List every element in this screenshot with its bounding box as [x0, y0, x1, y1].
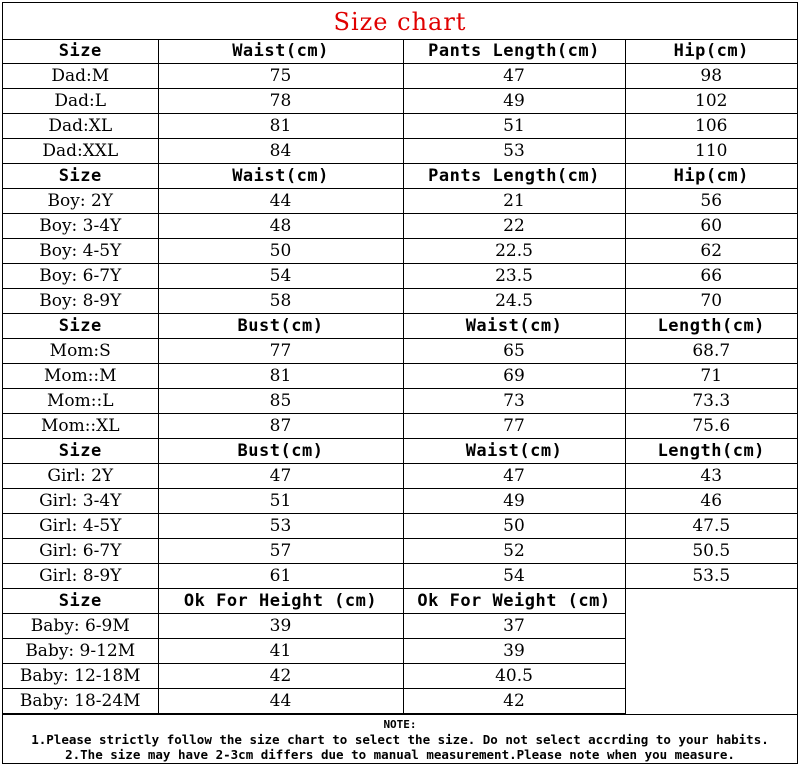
header-cell: Hip(cm): [625, 39, 797, 64]
header-cell: Ok For Height (cm): [158, 589, 403, 614]
measurement-cell: 78: [158, 89, 403, 114]
measurement-cell: 22.5: [403, 239, 625, 264]
size-label-cell: Dad:XL: [3, 114, 158, 139]
header-cell: Size: [3, 589, 158, 614]
measurement-cell: 50.5: [625, 539, 797, 564]
measurement-cell: 39: [403, 639, 625, 664]
size-label-cell: Baby: 12-18M: [3, 664, 158, 689]
measurement-cell: 65: [403, 339, 625, 364]
header-cell: Waist(cm): [403, 439, 625, 464]
measurement-cell: 61: [158, 564, 403, 589]
size-label-cell: Mom::M: [3, 364, 158, 389]
measurement-cell: 106: [625, 114, 797, 139]
measurement-cell: 48: [158, 214, 403, 239]
measurement-cell: 69: [403, 364, 625, 389]
measurement-cell: 60: [625, 214, 797, 239]
measurement-cell: 75: [158, 64, 403, 89]
size-label-cell: Girl: 2Y: [3, 464, 158, 489]
empty-cell: [625, 639, 797, 664]
header-cell: Bust(cm): [158, 439, 403, 464]
header-cell: Size: [3, 164, 158, 189]
measurement-cell: 110: [625, 139, 797, 164]
empty-cell: [625, 614, 797, 639]
measurement-cell: 75.6: [625, 414, 797, 439]
table-row: [3, 364, 797, 389]
header-cell: Waist(cm): [403, 314, 625, 339]
header-cell: Size: [3, 314, 158, 339]
table-row: [3, 614, 797, 639]
measurement-cell: 54: [158, 264, 403, 289]
table-row: [3, 539, 797, 564]
table-row: [3, 214, 797, 239]
note-label: NOTE:: [383, 718, 417, 731]
measurement-cell: 43: [625, 464, 797, 489]
measurement-cell: 81: [158, 114, 403, 139]
table-row: [3, 289, 797, 314]
size-label-cell: Dad:L: [3, 89, 158, 114]
table-row: [3, 689, 797, 714]
table-row: [3, 514, 797, 539]
measurement-cell: 56: [625, 189, 797, 214]
note-box: [3, 714, 797, 764]
table-row: [3, 639, 797, 664]
measurement-cell: 51: [403, 114, 625, 139]
header-cell: Length(cm): [625, 314, 797, 339]
table-row: [3, 464, 797, 489]
measurement-cell: 49: [403, 89, 625, 114]
section-header-row: [3, 314, 797, 339]
size-label-cell: Girl: 4-5Y: [3, 514, 158, 539]
note-line: 1.Please strictly follow the size chart to select the size. Do not select accrding to your habits.: [31, 732, 769, 747]
measurement-cell: 58: [158, 289, 403, 314]
measurement-cell: 53: [403, 139, 625, 164]
header-cell: Pants Length(cm): [403, 164, 625, 189]
table-row: [3, 664, 797, 689]
measurement-cell: 41: [158, 639, 403, 664]
header-cell: Waist(cm): [158, 39, 403, 64]
section-header-row: [3, 439, 797, 464]
table-row: [3, 489, 797, 514]
measurement-cell: 62: [625, 239, 797, 264]
size-label-cell: Dad:M: [3, 64, 158, 89]
size-label-cell: Mom::XL: [3, 414, 158, 439]
size-label-cell: Boy: 2Y: [3, 189, 158, 214]
size-label-cell: Baby: 9-12M: [3, 639, 158, 664]
size-label-cell: Dad:XXL: [3, 139, 158, 164]
measurement-cell: 46: [625, 489, 797, 514]
chart-title: Size chart: [3, 3, 797, 40]
measurement-cell: 51: [158, 489, 403, 514]
table-row: [3, 114, 797, 139]
size-label-cell: Boy: 4-5Y: [3, 239, 158, 264]
measurement-cell: 71: [625, 364, 797, 389]
measurement-cell: 57: [158, 539, 403, 564]
table-row: [3, 189, 797, 214]
measurement-cell: 49: [403, 489, 625, 514]
measurement-cell: 52: [403, 539, 625, 564]
empty-cell: [625, 664, 797, 689]
measurement-cell: 68.7: [625, 339, 797, 364]
measurement-cell: 77: [403, 414, 625, 439]
header-cell: Pants Length(cm): [403, 39, 625, 64]
measurement-cell: 37: [403, 614, 625, 639]
measurement-cell: 50: [403, 514, 625, 539]
measurement-cell: 70: [625, 289, 797, 314]
size-label-cell: Girl: 8-9Y: [3, 564, 158, 589]
empty-cell: [625, 589, 797, 614]
size-chart-sheet: [2, 2, 798, 764]
section-header-row: [3, 39, 797, 64]
header-cell: Waist(cm): [158, 164, 403, 189]
size-label-cell: Mom::L: [3, 389, 158, 414]
measurement-cell: 53.5: [625, 564, 797, 589]
measurement-cell: 42: [403, 689, 625, 714]
measurement-cell: 40.5: [403, 664, 625, 689]
table-row: [3, 239, 797, 264]
measurement-cell: 47: [158, 464, 403, 489]
size-label-cell: Boy: 3-4Y: [3, 214, 158, 239]
size-label-cell: Boy: 6-7Y: [3, 264, 158, 289]
measurement-cell: 22: [403, 214, 625, 239]
measurement-cell: 47: [403, 464, 625, 489]
table-row: [3, 89, 797, 114]
measurement-cell: 98: [625, 64, 797, 89]
size-label-cell: Boy: 8-9Y: [3, 289, 158, 314]
measurement-cell: 44: [158, 689, 403, 714]
header-cell: Ok For Weight (cm): [403, 589, 625, 614]
header-cell: Size: [3, 439, 158, 464]
size-label-cell: Girl: 6-7Y: [3, 539, 158, 564]
measurement-cell: 47.5: [625, 514, 797, 539]
table-row: [3, 64, 797, 89]
measurement-cell: 39: [158, 614, 403, 639]
measurement-cell: 54: [403, 564, 625, 589]
measurement-cell: 42: [158, 664, 403, 689]
measurement-cell: 21: [403, 189, 625, 214]
header-cell: Hip(cm): [625, 164, 797, 189]
measurement-cell: 81: [158, 364, 403, 389]
table-row: [3, 564, 797, 589]
section-header-row: [3, 164, 797, 189]
empty-cell: [625, 689, 797, 714]
measurement-cell: 73.3: [625, 389, 797, 414]
measurement-cell: 87: [158, 414, 403, 439]
header-cell: Length(cm): [625, 439, 797, 464]
size-table: [3, 39, 797, 714]
measurement-cell: 85: [158, 389, 403, 414]
measurement-cell: 73: [403, 389, 625, 414]
size-label-cell: Mom:S: [3, 339, 158, 364]
table-row: [3, 339, 797, 364]
measurement-cell: 23.5: [403, 264, 625, 289]
size-label-cell: Baby: 6-9M: [3, 614, 158, 639]
measurement-cell: 77: [158, 339, 403, 364]
measurement-cell: 47: [403, 64, 625, 89]
measurement-cell: 102: [625, 89, 797, 114]
table-row: [3, 389, 797, 414]
table-row: [3, 264, 797, 289]
size-label-cell: Baby: 18-24M: [3, 689, 158, 714]
measurement-cell: 66: [625, 264, 797, 289]
measurement-cell: 84: [158, 139, 403, 164]
note-line: 2.The size may have 2-3cm differs due to manual measurement.Please note when you measure.: [65, 747, 735, 762]
section-header-row: [3, 589, 797, 614]
table-row: [3, 139, 797, 164]
measurement-cell: 53: [158, 514, 403, 539]
measurement-cell: 50: [158, 239, 403, 264]
header-cell: Bust(cm): [158, 314, 403, 339]
table-row: [3, 414, 797, 439]
measurement-cell: 24.5: [403, 289, 625, 314]
size-label-cell: Girl: 3-4Y: [3, 489, 158, 514]
header-cell: Size: [3, 39, 158, 64]
measurement-cell: 44: [158, 189, 403, 214]
